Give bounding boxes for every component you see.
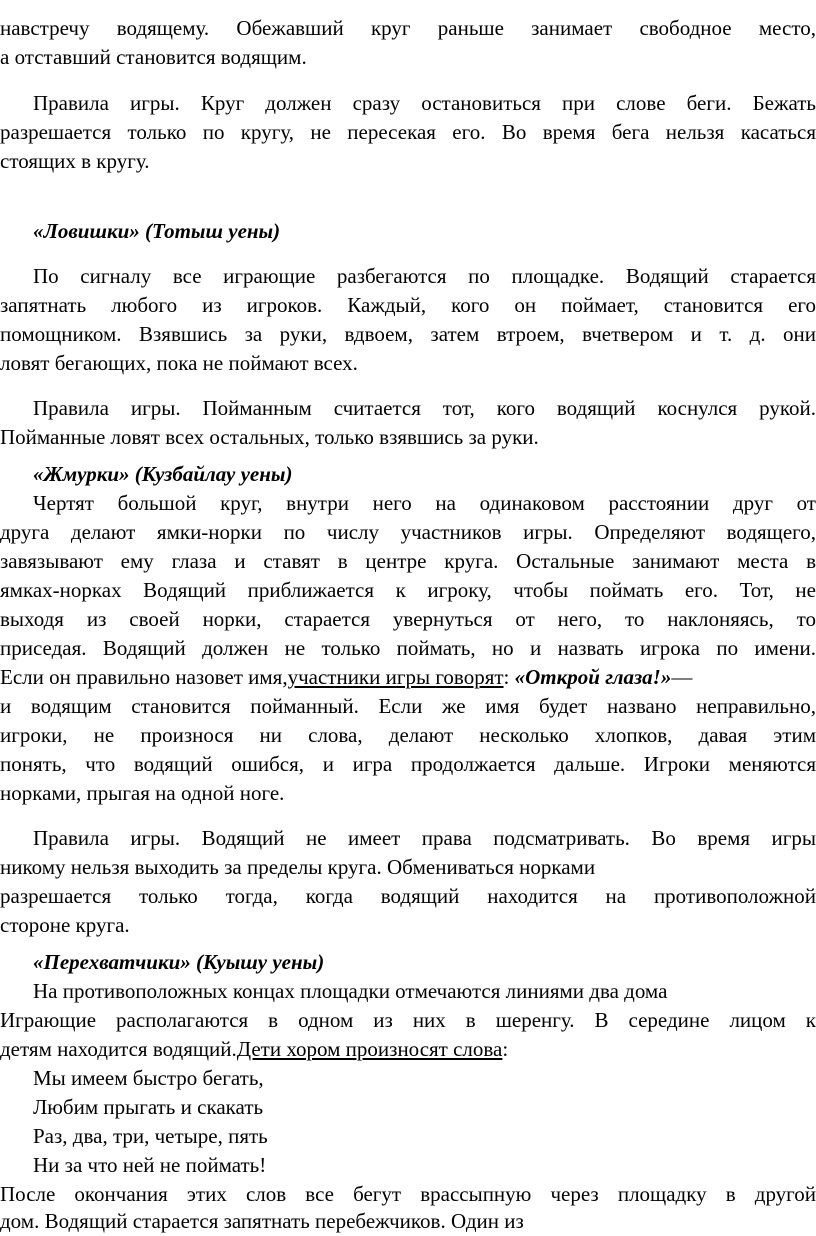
text-line: друга делают ямки-норки по числу участников игры. Определяют водящего, [0, 520, 816, 544]
text-line: никому нельзя выходить за пределы круга. Обмениваться норками [0, 855, 596, 879]
text-line: разрешается только тогда, когда водящий находится на противоположной [0, 884, 816, 908]
text-line: разрешается только по кругу, не пересекая его. Во время бега нельзя касаться [0, 120, 816, 144]
text-line: дом. Водящий старается запятнать перебежчиков. Один из [0, 1209, 524, 1233]
text-line: Пойманные ловят всех остальных, только взявшись за руки. [0, 425, 539, 449]
text-span: Если он правильно назовет имя, [0, 665, 288, 689]
verse-line: Ни за что ней не поймать! [33, 1153, 267, 1177]
text-line: Играющие располагаются в одном из них в шеренгу. В середине лицом к [0, 1008, 816, 1032]
section-heading: «Ловишки» (Тотыш уены) [33, 219, 281, 243]
text-line: помощником. Взявшись за руки, вдвоем, затем втроем, вчетвером и т. д. они [0, 322, 816, 346]
text-line: Правила игры. Водящий не имеет права подсматривать. Во время игры [33, 826, 816, 850]
text-line [0, 663, 692, 692]
text-line [0, 1035, 508, 1064]
text-line: стоящих в кругу. [0, 149, 150, 173]
text-line: понять, что водящий ошибся, и игра продолжается дальше. Игроки меняются [0, 752, 816, 776]
text-line: На противоположных концах площадки отмечаются линиями два дома [33, 979, 668, 1003]
text-span: — [671, 665, 693, 689]
text-line: стороне круга. [0, 913, 130, 937]
text-line: запятнать любого из игроков. Каждый, кого он поймает, становится его [0, 293, 816, 317]
text-line: выходя из своей норки, старается увернуться от него, то наклоняясь, то [0, 607, 816, 631]
text-line: По сигналу все играющие разбегаются по площадке. Водящий старается [33, 264, 816, 288]
underlined-phrase: участники игры говорят [287, 665, 504, 689]
text-span: детям находится водящий. [0, 1037, 237, 1061]
text-line: навстречу водящему. Обежавший круг раньше занимает свободное место, [0, 16, 816, 40]
quote-phrase: «Открой глаза!» [514, 665, 672, 689]
text-line: Правила игры. Круг должен сразу остановиться при слове беги. Бежать [33, 91, 816, 115]
text-line: приседая. Водящий должен не только поймать, но и назвать игрока по имени. [0, 636, 816, 660]
text-line: норками, прыгая на одной ноге. [0, 781, 285, 805]
text-line: ямках-норках Водящий приближается к игроку, чтобы поймать его. Тот, не [0, 578, 816, 602]
text-line: Правила игры. Пойманным считается тот, кого водящий коснулся рукой. [33, 396, 816, 420]
text-line: После окончания этих слов все бегут врассыпную через площадку в другой [0, 1182, 816, 1206]
underlined-phrase: Дети хором произносят слова [236, 1037, 503, 1061]
text-line: и водящим становится пойманный. Если же имя будет названо неправильно, [0, 694, 816, 718]
text-line: а отставший становится водящим. [0, 45, 307, 69]
text-line: завязывают ему глаза и ставят в центре круга. Остальные занимают места в [0, 549, 816, 573]
verse-line: Любим прыгать и скакать [33, 1095, 264, 1119]
text-line: игроки, не произнося ни слова, делают несколько хлопков, давая этим [0, 723, 816, 747]
text-span: : [503, 665, 515, 689]
section-heading: «Жмурки» (Кузбайлау уены) [33, 462, 293, 486]
section-heading: «Перехватчики» (Куышу уены) [33, 950, 325, 974]
text-line: Чертят большой круг, внутри него на одинаковом расстоянии друг от [33, 491, 816, 515]
text-span: : [502, 1037, 509, 1061]
verse-line: Раз, два, три, четыре, пять [33, 1124, 268, 1148]
verse-line: Мы имеем быстро бегать, [33, 1066, 264, 1090]
text-line: ловят бегающих, пока не поймают всех. [0, 351, 358, 375]
